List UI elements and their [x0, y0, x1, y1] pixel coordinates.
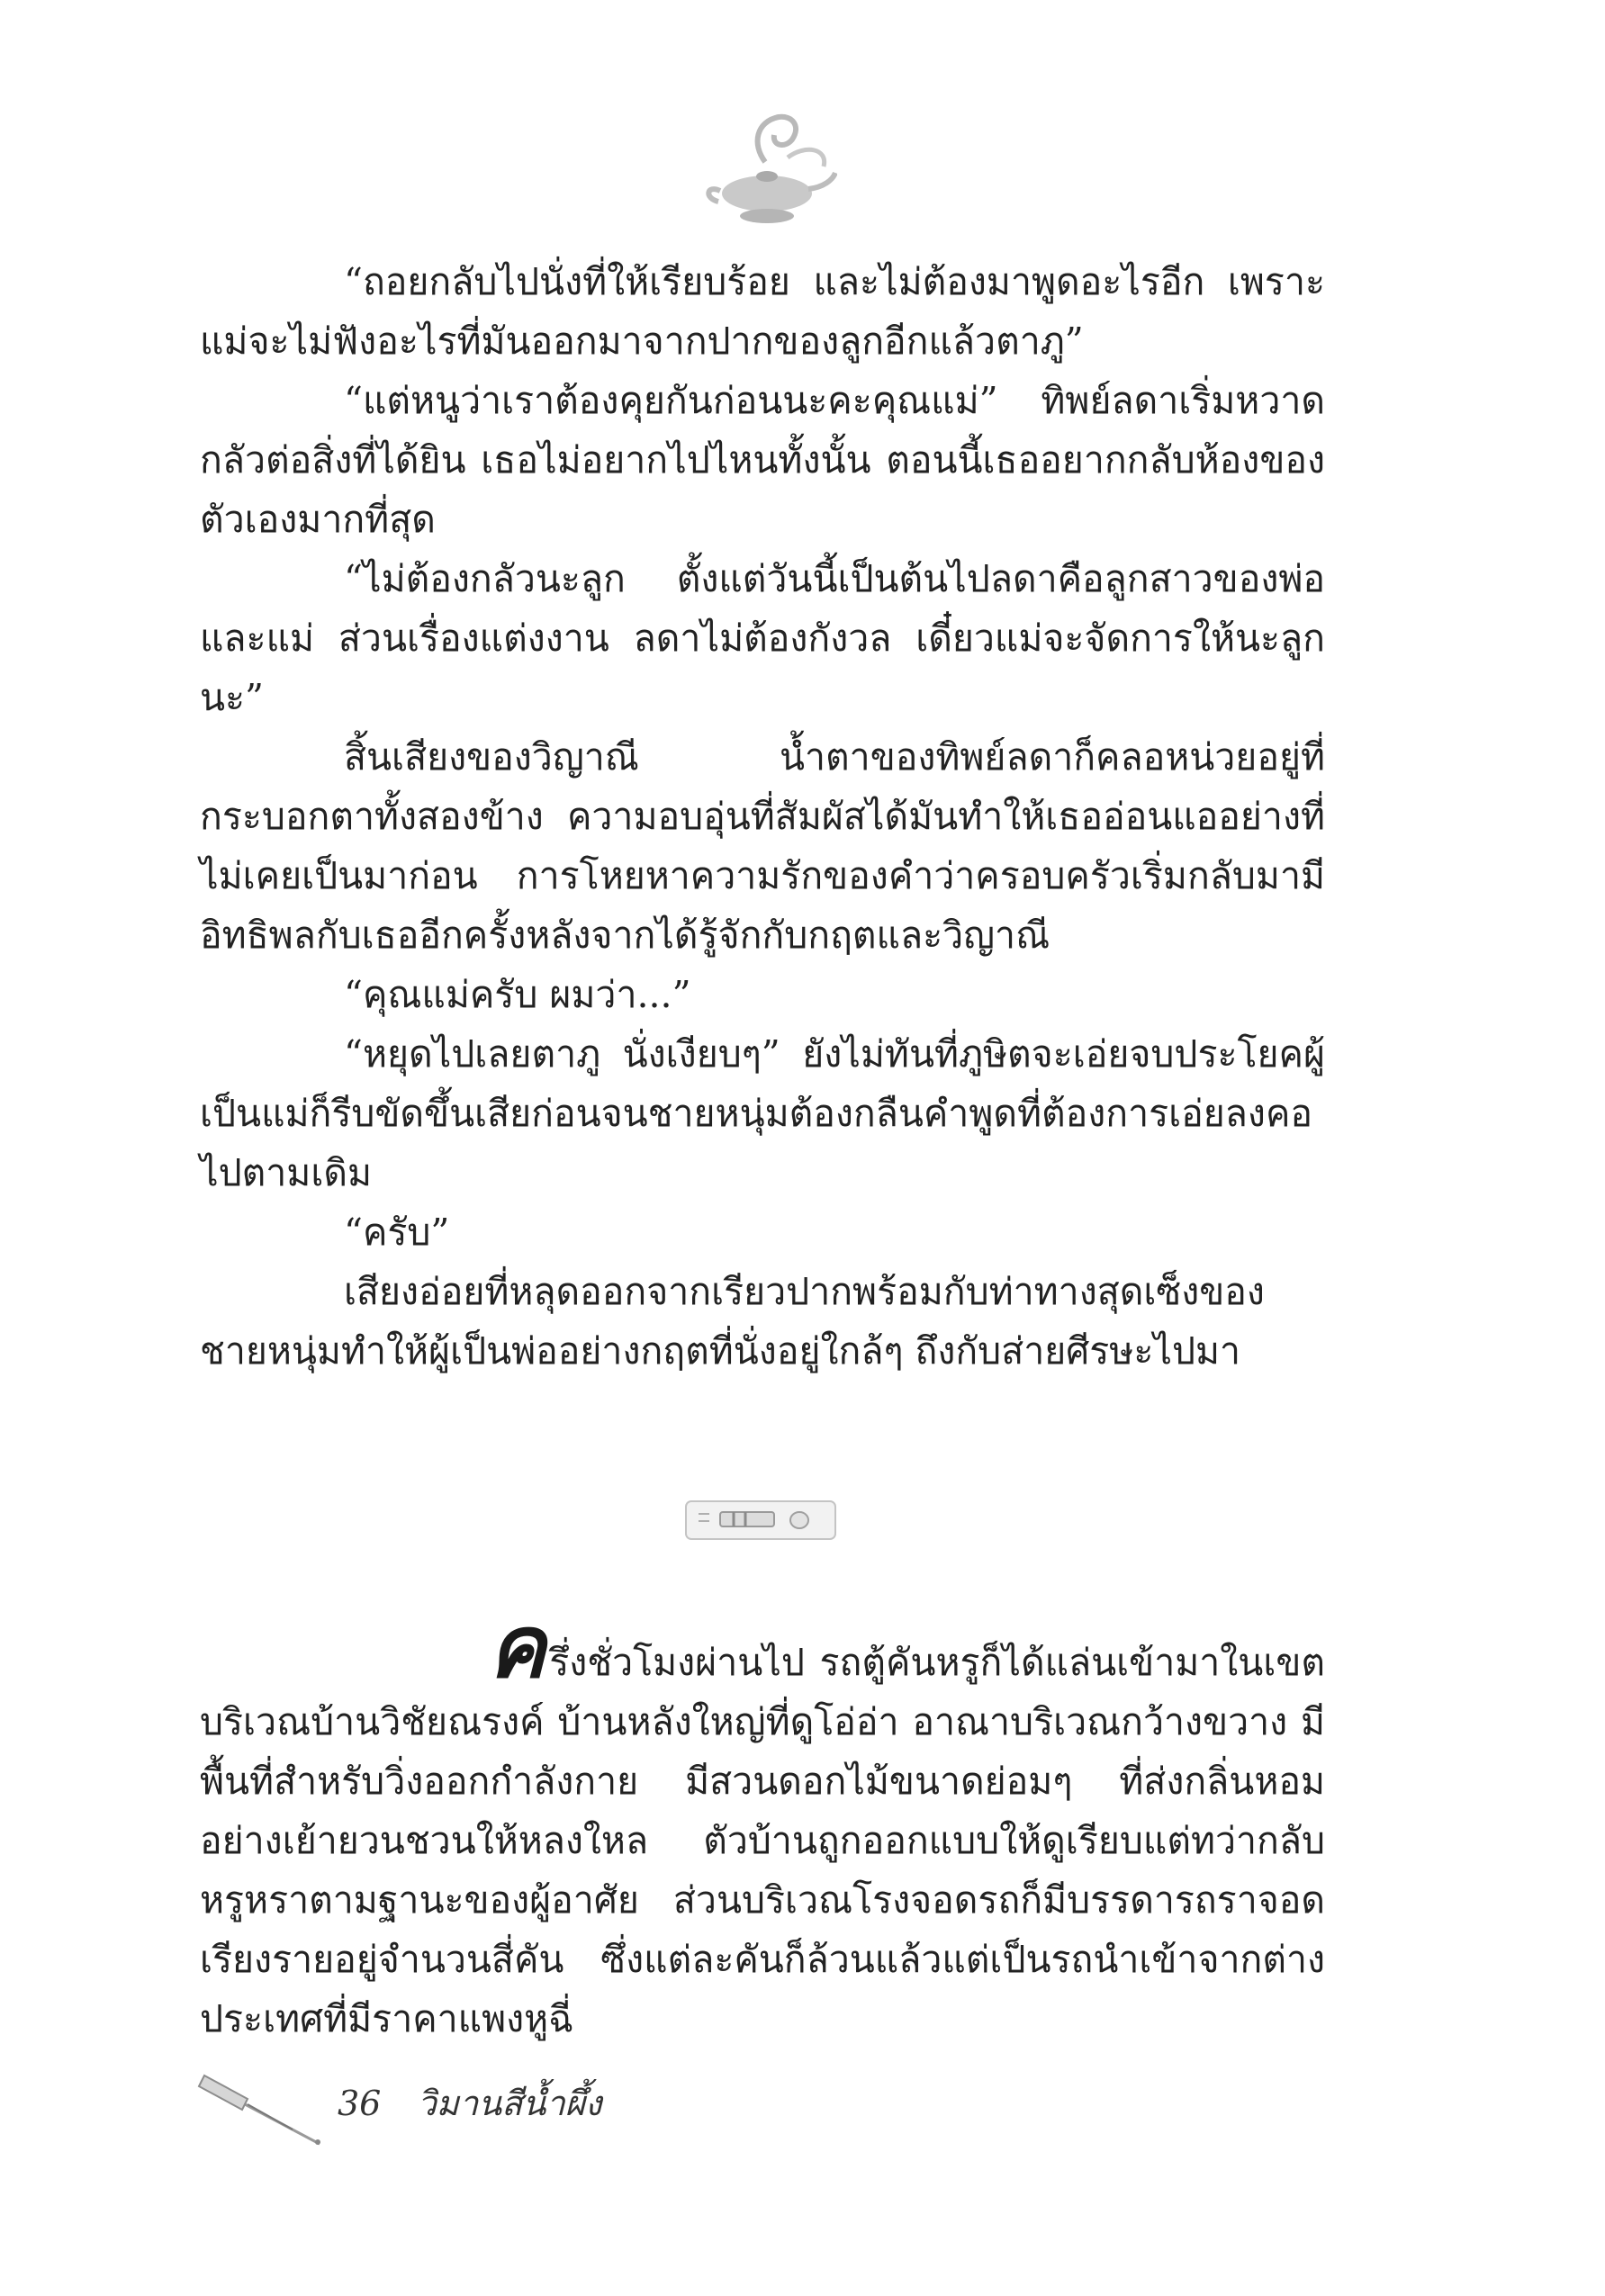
paragraph-with-dropcap	[200, 1597, 1325, 2048]
genie-lamp-icon	[702, 108, 837, 234]
paragraph: สิ้นเสียงของวิญาณี น้ำตาของทิพย์ลดาก็คลอหน่วยอยู่ที่กระบอกตาทั้งสองข้าง ความอบอุ่นที่สัมผัสได้มันทำให้เธออ่อนแออย่างที่ไม่เคยเป็นมาก่อน การโหยหาความรักของคำว่าครอบครัวเริ่มกลับมามีอิทธิพลกับเธออีกครั้งหลังจากได้รู้จักกับกฤตและวิญาณี	[200, 735, 1325, 957]
paragraph: “แต่หนูว่าเราต้องคุยกันก่อนนะคะคุณแม่” ทิพย์ลดาเริ่มหวาดกลัวต่อสิ่งที่ได้ยิน เธอไม่อยากไปไหนทั้งนั้น ตอนนี้เธออยากกลับห้องของตัวเองมากที่สุด	[200, 379, 1325, 541]
paragraph: เสียงอ่อยที่หลุดออกจากเรียวปากพร้อมกับท่าทางสุดเซ็งของชายหนุ่มทำให้ผู้เป็นพ่ออย่างกฤตที่นั่งอยู่ใกล้ๆ ถึงกับส่ายศีรษะไปมา	[200, 1270, 1265, 1373]
drop-cap: ค	[488, 1597, 546, 1697]
syringe-icon	[194, 2070, 329, 2151]
paragraph-body: รึ่งชั่วโมงผ่านไป รถตู้คันหรูก็ได้แล่นเข้ามาในเขตบริเวณบ้านวิชัยณรงค์ บ้านหลังใหญ่ที่ดูโอ่อ่า อาณาบริเวณกว้างขวาง มีพื้นที่สำหรับวิ่งออกกำลังกาย มีสวนดอกไม้ขนาดย่อมๆ ที่ส่งกลิ่นหอมอย่างเย้ายวนชวนให้หลงใหล ตัวบ้านถูกออกแบบให้ดูเรียบแต่ทว่ากลับหรูหราตามฐานะของผู้อาศัย ส่วนบริเวณโรงจอดรถก็มีบรรดารถราจอดเรียงรายอยู่จำนวนสี่คัน ซึ่งแต่ละคันก็ล้วนแล้วแต่เป็นรถนำเข้าจากต่างประเทศที่มีราคาแพงหูฉี่	[200, 1641, 1325, 2040]
page-footer	[338, 2075, 601, 2130]
story-text-upper	[200, 252, 1325, 1381]
paragraph: “คุณแม่ครับ ผมว่า...”	[344, 973, 691, 1016]
story-text-lower	[200, 1597, 1325, 2048]
page-number: 36	[338, 2084, 382, 2123]
paragraph: “ครับ”	[344, 1211, 450, 1254]
paragraph: “หยุดไปเลยตาภู นั่งเงียบๆ” ยังไม่ทันที่ภูษิตจะเอ่ยจบประโยคผู้เป็นแม่ก็รีบขัดขึ้นเสียก่อนจนชายหนุ่มต้องกลืนคำพูดที่ต้องการเอ่ยลงคอไปตามเดิม	[200, 1032, 1325, 1194]
paragraph: “ไม่ต้องกลัวนะลูก ตั้งแต่วันนี้เป็นต้นไปลดาคือลูกสาวของพ่อและแม่ ส่วนเรื่องแต่งงาน ลดาไม่ต้องกังวล เดี๋ยวแม่จะจัดการให้นะลูกนะ”	[200, 557, 1325, 719]
book-title: วิมานสีน้ำผึ้ง	[417, 2084, 602, 2123]
paragraph: “ถอยกลับไปนั่งที่ให้เรียบร้อย และไม่ต้องมาพูดอะไรอีก เพราะแม่จะไม่ฟังอะไรที่มันออกมาจากปากของลูกอีกแล้วตาภู”	[200, 260, 1325, 363]
pregnancy-test-icon	[684, 1494, 837, 1546]
